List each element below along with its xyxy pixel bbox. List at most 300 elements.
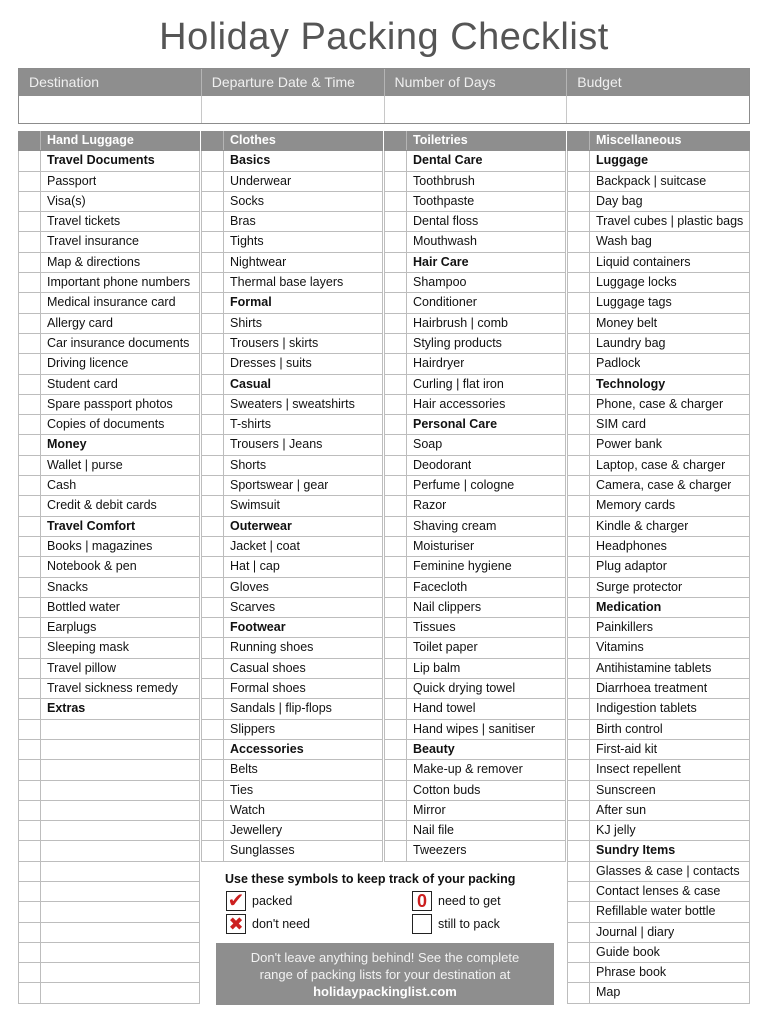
checkbox[interactable] (385, 496, 407, 515)
checkbox[interactable] (19, 983, 41, 1002)
checkbox[interactable] (568, 456, 590, 475)
section-heading-row (18, 699, 200, 719)
trip-details-table (18, 68, 750, 124)
item-label: Travel tickets (47, 214, 121, 229)
checklist-row (201, 720, 383, 740)
checkbox[interactable] (19, 212, 41, 231)
checkbox[interactable] (202, 232, 224, 251)
checklist-row (384, 537, 566, 557)
checkbox[interactable] (385, 273, 407, 292)
checkbox[interactable] (19, 923, 41, 942)
checkbox[interactable] (19, 232, 41, 251)
checkbox[interactable] (568, 699, 590, 718)
checkbox[interactable] (385, 598, 407, 617)
checkbox[interactable] (568, 273, 590, 292)
section-heading: Accessories (230, 741, 304, 756)
checkbox[interactable] (385, 659, 407, 678)
checkbox[interactable] (19, 821, 41, 840)
checkbox[interactable] (202, 273, 224, 292)
checkbox[interactable] (568, 476, 590, 495)
checkbox[interactable] (19, 679, 41, 698)
checklist-row (384, 293, 566, 313)
heading-box (568, 151, 590, 170)
item-label: Hat | cap (230, 559, 280, 574)
item-label (41, 740, 47, 759)
checkbox[interactable] (568, 496, 590, 515)
checklist-row (384, 557, 566, 577)
page-title: Holiday Packing Checklist (159, 16, 609, 58)
item-label: Sleeping mask (47, 640, 129, 655)
item-label: Kindle & charger (596, 518, 689, 533)
item-label: Laundry bag (596, 335, 666, 350)
checkbox[interactable] (385, 334, 407, 353)
checklist-row (201, 679, 383, 699)
checklist-row (18, 415, 200, 435)
checkbox[interactable] (202, 659, 224, 678)
destination-label: Destination (19, 69, 202, 96)
checklist-row (18, 862, 200, 882)
checkbox[interactable] (385, 781, 407, 800)
checklist-row (567, 578, 750, 598)
item-label: Indigestion tablets (596, 701, 697, 716)
checkbox[interactable] (19, 720, 41, 739)
item-label: Earplugs (47, 620, 97, 635)
checkbox[interactable] (385, 293, 407, 312)
legend-still-to-pack (412, 914, 500, 934)
checklist-row (18, 172, 200, 192)
checklist-row (18, 273, 200, 293)
checkbox[interactable] (568, 232, 590, 251)
checkbox[interactable] (385, 679, 407, 698)
checkbox[interactable] (19, 456, 41, 475)
checkbox[interactable] (385, 354, 407, 373)
trip-details-inputs (19, 96, 749, 123)
item-label (41, 841, 47, 860)
checklist-row (18, 659, 200, 679)
checklist-row (384, 578, 566, 598)
item-label: Copies of documents (47, 417, 165, 432)
heading-box (385, 415, 407, 434)
checklist-row (384, 192, 566, 212)
checklist-row (567, 415, 750, 435)
legend-title: Use these symbols to keep track of your packing (225, 872, 516, 886)
checkbox[interactable] (568, 192, 590, 211)
checkbox[interactable] (202, 456, 224, 475)
item-label: Guide book (596, 944, 660, 959)
checkbox[interactable] (385, 232, 407, 251)
item-label: Make-up & remover (413, 762, 523, 777)
checkbox[interactable] (19, 253, 41, 272)
checkbox[interactable] (568, 862, 590, 881)
checklist-row (18, 578, 200, 598)
checklist-row (201, 395, 383, 415)
checklist-row (18, 456, 200, 476)
checklist-row (384, 781, 566, 801)
checklist-row (567, 983, 750, 1003)
checkbox[interactable] (385, 618, 407, 637)
checkbox[interactable] (568, 334, 590, 353)
checklist-row (201, 578, 383, 598)
checklist-row (567, 720, 750, 740)
checklist-row (384, 699, 566, 719)
checkbox[interactable] (568, 659, 590, 678)
checkbox[interactable] (19, 841, 41, 860)
checkbox[interactable] (385, 395, 407, 414)
checkbox[interactable] (568, 314, 590, 333)
legend-dont-need (226, 914, 310, 934)
checkbox[interactable] (568, 720, 590, 739)
checkbox[interactable] (568, 943, 590, 962)
checkbox[interactable] (568, 821, 590, 840)
checkbox[interactable] (568, 963, 590, 982)
item-label: Shorts (230, 457, 267, 472)
item-label: Memory cards (596, 498, 676, 513)
checkbox[interactable] (202, 841, 224, 860)
item-label: Hand towel (413, 701, 476, 716)
item-label: Bottled water (47, 599, 120, 614)
checkbox[interactable] (202, 415, 224, 434)
checklist-row (567, 659, 750, 679)
checkbox[interactable] (19, 395, 41, 414)
item-label: Snacks (47, 579, 88, 594)
item-label: Power bank (596, 437, 663, 452)
checkbox[interactable] (19, 598, 41, 617)
checkbox[interactable] (385, 314, 407, 333)
checklist-row (18, 496, 200, 516)
checkbox[interactable] (385, 760, 407, 779)
checkbox[interactable] (568, 415, 590, 434)
heading-box (385, 740, 407, 759)
checkbox[interactable] (19, 760, 41, 779)
checkbox[interactable] (19, 172, 41, 191)
checkbox[interactable] (568, 435, 590, 454)
checkbox[interactable] (19, 273, 41, 292)
checkbox[interactable] (385, 476, 407, 495)
item-label: Shaving cream (413, 518, 497, 533)
checkbox[interactable] (19, 618, 41, 637)
checkbox[interactable] (19, 882, 41, 901)
checkbox[interactable] (202, 720, 224, 739)
checklist-row (18, 476, 200, 496)
item-label: Bras (230, 214, 256, 229)
checklist-row (201, 638, 383, 658)
item-label: Tweezers (413, 843, 467, 858)
checkbox[interactable] (568, 923, 590, 942)
item-label: Razor (413, 498, 447, 513)
checklist-row (384, 638, 566, 658)
checklist-row (201, 172, 383, 192)
checkbox[interactable] (19, 537, 41, 556)
item-label: Jewellery (230, 823, 283, 838)
departure-field[interactable] (202, 96, 385, 123)
checkbox[interactable] (19, 801, 41, 820)
checkbox[interactable] (19, 496, 41, 515)
item-label: Feminine hygiene (413, 559, 512, 574)
checkbox[interactable] (202, 496, 224, 515)
item-label: Swimsuit (230, 498, 281, 513)
item-label (41, 801, 47, 820)
checkbox[interactable] (385, 172, 407, 191)
checklist-row (384, 395, 566, 415)
checkbox[interactable] (202, 537, 224, 556)
checkbox[interactable] (202, 212, 224, 231)
checkbox[interactable] (568, 212, 590, 231)
checkbox[interactable] (202, 435, 224, 454)
checkbox[interactable] (385, 699, 407, 718)
header-box (385, 131, 407, 150)
red-x-icon (226, 914, 246, 934)
checkbox[interactable] (19, 963, 41, 982)
item-label: Luggage tags (596, 295, 672, 310)
item-label: Soap (413, 437, 443, 452)
checkbox[interactable] (19, 293, 41, 312)
checkbox[interactable] (568, 781, 590, 800)
section-heading: Casual (230, 376, 271, 391)
checkbox[interactable] (202, 801, 224, 820)
item-label: Belts (230, 762, 258, 777)
checkbox[interactable] (568, 172, 590, 191)
legend-need-to-get (412, 891, 501, 911)
checkbox[interactable] (202, 679, 224, 698)
checkbox[interactable] (568, 395, 590, 414)
checkbox[interactable] (385, 517, 407, 536)
checklist-row (18, 821, 200, 841)
item-label: Headphones (596, 538, 667, 553)
checklist-row (567, 253, 750, 273)
checklist-row (567, 476, 750, 496)
checkbox[interactable] (385, 212, 407, 231)
checkbox[interactable] (568, 354, 590, 373)
checkbox[interactable] (19, 192, 41, 211)
checklist-row (201, 192, 383, 212)
checklist-row (18, 212, 200, 232)
section-heading: Technology (596, 376, 666, 391)
item-label (41, 923, 47, 942)
legend-still-to-pack-label: still to pack (438, 917, 500, 931)
item-label: Visa(s) (47, 193, 86, 208)
checkbox[interactable] (568, 557, 590, 576)
legend-dont-need-label: don't need (252, 917, 310, 931)
column-header (18, 131, 200, 151)
section-heading: Luggage (596, 153, 649, 168)
checkbox[interactable] (202, 760, 224, 779)
section-heading: Sundry Items (596, 843, 676, 858)
item-label (41, 720, 47, 739)
heading-box (568, 841, 590, 860)
checklist-row (201, 496, 383, 516)
promo-link[interactable]: holidaypackinglist.com (313, 984, 457, 999)
heading-box (202, 618, 224, 637)
checkbox[interactable] (385, 456, 407, 475)
checklist-row (18, 943, 200, 963)
section-heading-row (567, 375, 750, 395)
promo-line-2: range of packing lists for your destination at (259, 967, 511, 982)
item-label: Wallet | purse (47, 457, 123, 472)
item-label: Insect repellent (596, 762, 681, 777)
checkbox[interactable] (19, 638, 41, 657)
checkbox[interactable] (202, 354, 224, 373)
checkbox[interactable] (19, 862, 41, 881)
item-label: Plug adaptor (596, 559, 667, 574)
item-label: Socks (230, 193, 265, 208)
checkbox[interactable] (202, 395, 224, 414)
item-label: Phrase book (596, 965, 667, 980)
item-label: Toilet paper (413, 640, 478, 655)
item-label: Contact lenses & case (596, 883, 721, 898)
checklist-row (18, 314, 200, 334)
checkbox[interactable] (202, 598, 224, 617)
item-label: Shirts (230, 315, 262, 330)
checkbox[interactable] (568, 578, 590, 597)
checkbox[interactable] (385, 578, 407, 597)
checkbox[interactable] (385, 435, 407, 454)
section-heading: Outerwear (230, 518, 292, 533)
item-label: Phone, case & charger (596, 396, 724, 411)
checklist-row (201, 841, 383, 861)
checkbox[interactable] (19, 375, 41, 394)
checkbox[interactable] (568, 537, 590, 556)
item-label: Refillable water bottle (596, 904, 716, 919)
checklist-row (384, 375, 566, 395)
heading-box (202, 375, 224, 394)
promo-line-1: Don't leave anything behind! See the complete (250, 950, 520, 965)
checklist-row (18, 375, 200, 395)
checklist-row (567, 963, 750, 983)
checkbox[interactable] (568, 740, 590, 759)
checklist-row (18, 679, 200, 699)
item-label: Hair accessories (413, 396, 506, 411)
checkbox[interactable] (385, 720, 407, 739)
checklist-row (18, 557, 200, 577)
checklist-row (384, 679, 566, 699)
checklist-row (567, 923, 750, 943)
checkbox[interactable] (385, 192, 407, 211)
checkbox[interactable] (19, 415, 41, 434)
hand-luggage-column (18, 131, 200, 1004)
checkbox[interactable] (385, 557, 407, 576)
checkbox[interactable] (385, 821, 407, 840)
checkbox[interactable] (19, 781, 41, 800)
budget-field[interactable] (567, 96, 749, 123)
checkbox[interactable] (202, 314, 224, 333)
item-label: Underwear (230, 173, 292, 188)
checklist-row (18, 841, 200, 861)
checkbox[interactable] (19, 943, 41, 962)
checkbox[interactable] (385, 638, 407, 657)
checkbox[interactable] (19, 659, 41, 678)
heading-box (19, 699, 41, 718)
checkbox[interactable] (568, 293, 590, 312)
checklist-row (384, 517, 566, 537)
checkbox[interactable] (19, 334, 41, 353)
checklist-row (18, 983, 200, 1003)
checklist-row (567, 638, 750, 658)
checkbox[interactable] (202, 172, 224, 191)
checkbox[interactable] (568, 801, 590, 820)
checklist-row (567, 618, 750, 638)
section-heading-row (384, 740, 566, 760)
checklist-row (384, 496, 566, 516)
checkbox[interactable] (202, 821, 224, 840)
checkbox[interactable] (568, 638, 590, 657)
checkbox[interactable] (202, 638, 224, 657)
item-label: Sportswear | gear (230, 478, 329, 493)
checklist-row (18, 598, 200, 618)
checklist-row (567, 882, 750, 902)
checkbox[interactable] (568, 902, 590, 921)
section-heading: Extras (47, 701, 86, 716)
section-heading: Footwear (230, 620, 286, 635)
checklist-row (384, 172, 566, 192)
checkbox[interactable] (19, 557, 41, 576)
checkbox[interactable] (202, 557, 224, 576)
item-label: Hand wipes | sanitiser (413, 721, 536, 736)
checklist-row (567, 334, 750, 354)
checklist-row (384, 841, 566, 861)
checklist-row (18, 232, 200, 252)
section-heading-row (201, 618, 383, 638)
checkbox[interactable] (19, 902, 41, 921)
checkbox[interactable] (202, 192, 224, 211)
checkbox[interactable] (19, 354, 41, 373)
checkbox[interactable] (19, 476, 41, 495)
item-label: Shampoo (413, 275, 467, 290)
days-field[interactable] (385, 96, 568, 123)
checkbox[interactable] (202, 699, 224, 718)
checkbox[interactable] (568, 679, 590, 698)
checkbox[interactable] (568, 882, 590, 901)
red-check-icon (226, 891, 246, 911)
checklist-row (567, 821, 750, 841)
checkbox[interactable] (568, 517, 590, 536)
checkbox[interactable] (202, 781, 224, 800)
checkbox[interactable] (202, 476, 224, 495)
item-label: Dresses | suits (230, 356, 312, 371)
checkbox[interactable] (385, 841, 407, 860)
checkbox[interactable] (385, 537, 407, 556)
section-heading: Medication (596, 599, 662, 614)
checkbox[interactable] (19, 740, 41, 759)
item-label: Driving licence (47, 356, 129, 371)
item-label: Hairbrush | comb (413, 315, 508, 330)
checkbox[interactable] (19, 578, 41, 597)
checklist-row (567, 517, 750, 537)
checklist-row (201, 821, 383, 841)
checkbox[interactable] (568, 253, 590, 272)
checkbox[interactable] (202, 578, 224, 597)
checkbox[interactable] (19, 314, 41, 333)
checkbox[interactable] (385, 375, 407, 394)
item-label (41, 821, 47, 840)
checkbox[interactable] (568, 760, 590, 779)
destination-field[interactable] (19, 96, 202, 123)
section-heading: Hair Care (413, 254, 469, 269)
checkbox[interactable] (202, 334, 224, 353)
miscellaneous-column (567, 131, 750, 1004)
checkbox[interactable] (568, 618, 590, 637)
checkbox[interactable] (385, 801, 407, 820)
checklist-row (567, 902, 750, 922)
item-label: Books | magazines (47, 538, 153, 553)
checkbox[interactable] (568, 983, 590, 1002)
item-label: Antihistamine tablets (596, 660, 712, 675)
checklist-row (201, 456, 383, 476)
section-heading: Money (47, 437, 87, 452)
checkbox[interactable] (202, 253, 224, 272)
checklist-row (384, 618, 566, 638)
checklist-row (567, 557, 750, 577)
section-heading-row (201, 151, 383, 171)
